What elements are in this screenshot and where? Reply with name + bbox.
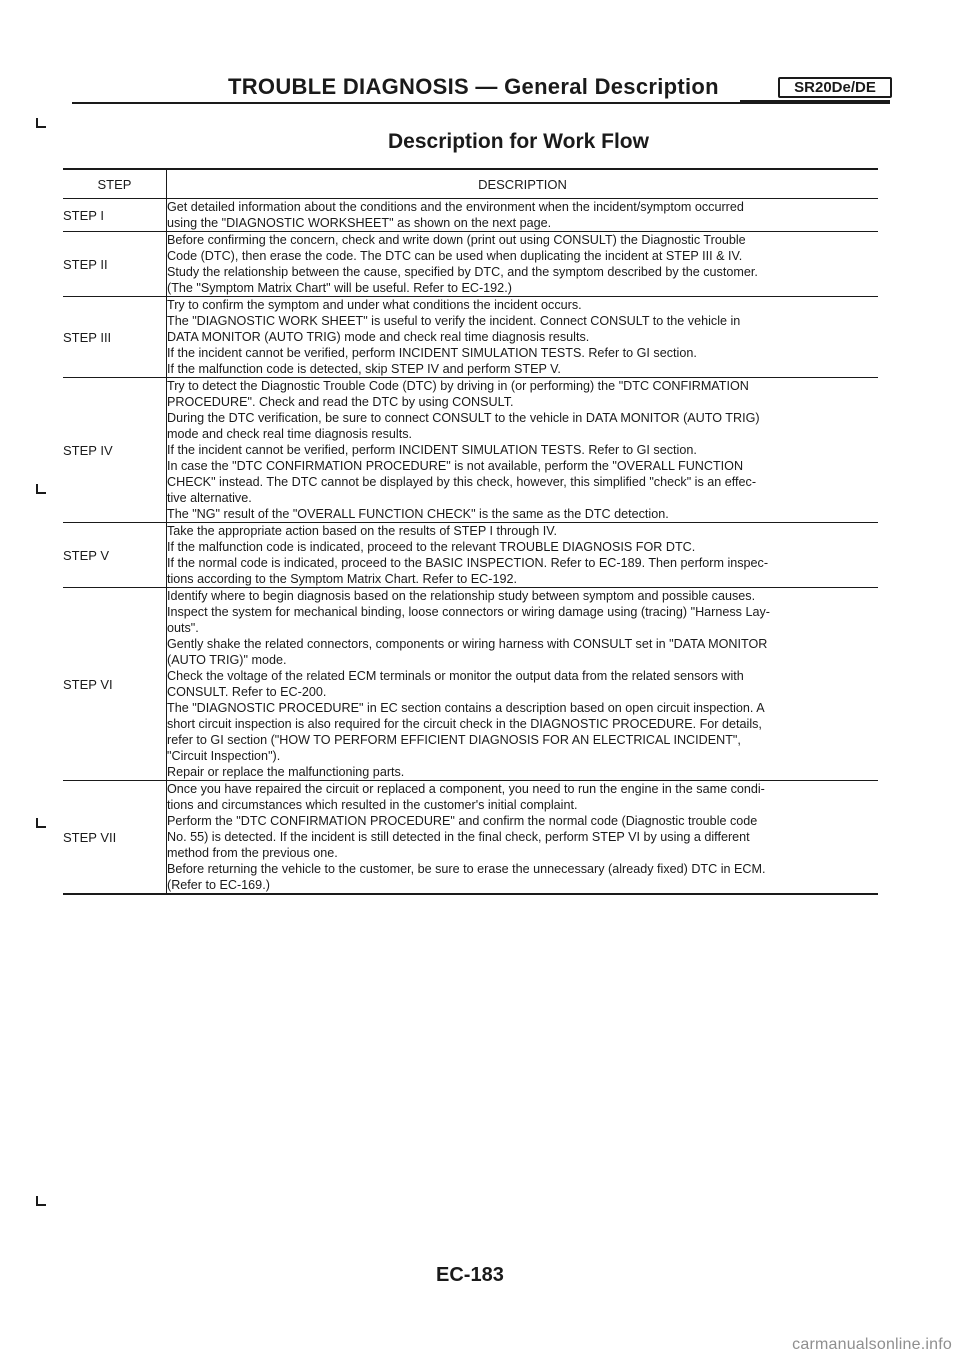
description-line: method from the previous one. bbox=[167, 846, 338, 860]
description-line: tive alternative. bbox=[167, 491, 252, 505]
step-description bbox=[167, 588, 879, 781]
step-label: STEP V bbox=[63, 523, 167, 588]
table-row bbox=[63, 588, 878, 781]
work-flow-table bbox=[63, 168, 878, 895]
description-line: The "DIAGNOSTIC WORK SHEET" is useful to verify the incident. Connect CONSULT to the vehicle in bbox=[167, 314, 741, 328]
table-body bbox=[63, 199, 878, 895]
step-column-header: STEP bbox=[63, 169, 167, 199]
description-line: (Refer to EC-169.) bbox=[167, 878, 270, 892]
description-line: Repair or replace the malfunctioning parts. bbox=[167, 765, 405, 779]
description-line: Study the relationship between the cause, specified by DTC, and the symptom described by the customer. bbox=[167, 265, 758, 279]
binding-corner-mark bbox=[36, 118, 46, 128]
description-line: CHECK" instead. The DTC cannot be displayed by this check, however, this simplified "check" is an effec- bbox=[167, 475, 757, 489]
description-line: If the incident cannot be verified, perform INCIDENT SIMULATION TESTS. Refer to GI section. bbox=[167, 346, 697, 360]
description-line: Get detailed information about the conditions and the environment when the incident/symptom occurred bbox=[167, 200, 744, 214]
description-line: Perform the "DTC CONFIRMATION PROCEDURE" and confirm the normal code (Diagnostic trouble code bbox=[167, 814, 758, 828]
step-label: STEP I bbox=[63, 199, 167, 232]
step-label: STEP III bbox=[63, 297, 167, 378]
description-line: Check the voltage of the related ECM terminals or monitor the output data from the related sensors with bbox=[167, 669, 744, 683]
description-line: The "DIAGNOSTIC PROCEDURE" in EC section contains a description based on open circuit inspection. A bbox=[167, 701, 765, 715]
description-line: "Circuit Inspection"). bbox=[167, 749, 281, 763]
header-rule-accent bbox=[740, 100, 890, 104]
description-line: If the normal code is indicated, proceed to the BASIC INSPECTION. Refer to EC-189. Then perform inspec- bbox=[167, 556, 769, 570]
description-line: Identify where to begin diagnosis based on the relationship study between symptom and possible causes. bbox=[167, 589, 756, 603]
step-label: STEP II bbox=[63, 232, 167, 297]
table-row bbox=[63, 232, 878, 297]
description-line: tions and circumstances which resulted in the customer's initial complaint. bbox=[167, 798, 578, 812]
table-row bbox=[63, 297, 878, 378]
description-line: The "NG" result of the "OVERALL FUNCTION CHECK" is the same as the DTC detection. bbox=[167, 507, 669, 521]
step-label: STEP VII bbox=[63, 781, 167, 895]
description-line: outs". bbox=[167, 621, 199, 635]
step-description bbox=[167, 199, 879, 232]
table-row bbox=[63, 378, 878, 523]
description-line: Before returning the vehicle to the customer, be sure to erase the unnecessary (already fixed) DTC in ECM. bbox=[167, 862, 766, 876]
description-line: DATA MONITOR (AUTO TRIG) mode and check real time diagnosis results. bbox=[167, 330, 590, 344]
step-description bbox=[167, 378, 879, 523]
description-line: refer to GI section ("HOW TO PERFORM EFFICIENT DIAGNOSIS FOR AN ELECTRICAL INCIDENT", bbox=[167, 733, 741, 747]
binding-corner-mark bbox=[36, 1196, 46, 1206]
section-title: Description for Work Flow bbox=[388, 130, 649, 153]
engine-model-badge: SR20De/DE bbox=[778, 77, 892, 98]
description-line: During the DTC verification, be sure to connect CONSULT to the vehicle in DATA MONITOR (AUTO TRIG) bbox=[167, 411, 760, 425]
description-line: using the "DIAGNOSTIC WORKSHEET" as shown on the next page. bbox=[167, 216, 552, 230]
description-line: Once you have repaired the circuit or replaced a component, you need to run the engine in the same condi- bbox=[167, 782, 765, 796]
description-column-header: DESCRIPTION bbox=[167, 169, 879, 199]
table-row bbox=[63, 523, 878, 588]
page-header-title: TROUBLE DIAGNOSIS — General Description bbox=[228, 74, 719, 99]
step-description bbox=[167, 297, 879, 378]
description-line: Take the appropriate action based on the results of STEP I through IV. bbox=[167, 524, 557, 538]
binding-corner-mark bbox=[36, 484, 46, 494]
description-line: Code (DTC), then erase the code. The DTC can be used when duplicating the incident at STEP III & IV. bbox=[167, 249, 743, 263]
description-line: Gently shake the related connectors, components or wiring harness with CONSULT set in "DATA MONITOR bbox=[167, 637, 768, 651]
description-line: In case the "DTC CONFIRMATION PROCEDURE" is not available, perform the "OVERALL FUNCTION bbox=[167, 459, 744, 473]
table-header-row bbox=[63, 169, 878, 199]
description-line: tions according to the Symptom Matrix Chart. Refer to EC-192. bbox=[167, 572, 517, 586]
description-line: Inspect the system for mechanical binding, loose connectors or wiring damage using (tracing) "Harness Lay- bbox=[167, 605, 770, 619]
step-label: STEP VI bbox=[63, 588, 167, 781]
page-number: EC-183 bbox=[436, 1264, 504, 1286]
description-line: Try to confirm the symptom and under what conditions the incident occurs. bbox=[167, 298, 582, 312]
step-description bbox=[167, 523, 879, 588]
description-line: Try to detect the Diagnostic Trouble Code (DTC) by driving in (or performing) the "DTC CONFIRMATION bbox=[167, 379, 749, 393]
binding-corner-mark bbox=[36, 818, 46, 828]
description-line: If the incident cannot be verified, perform INCIDENT SIMULATION TESTS. Refer to GI section. bbox=[167, 443, 697, 457]
step-label: STEP IV bbox=[63, 378, 167, 523]
description-line: If the malfunction code is detected, skip STEP IV and perform STEP V. bbox=[167, 362, 561, 376]
description-line: PROCEDURE". Check and read the DTC by using CONSULT. bbox=[167, 395, 514, 409]
description-line: (AUTO TRIG)" mode. bbox=[167, 653, 287, 667]
description-line: If the malfunction code is indicated, proceed to the relevant TROUBLE DIAGNOSIS FOR DTC. bbox=[167, 540, 696, 554]
description-line: CONSULT. Refer to EC-200. bbox=[167, 685, 327, 699]
description-line: (The "Symptom Matrix Chart" will be useful. Refer to EC-192.) bbox=[167, 281, 512, 295]
step-description bbox=[167, 781, 879, 895]
table-row bbox=[63, 199, 878, 232]
step-description bbox=[167, 232, 879, 297]
description-line: short circuit inspection is also required for the circuit check in the DIAGNOSTIC PROCEDURE. For details, bbox=[167, 717, 762, 731]
description-line: mode and check real time diagnosis results. bbox=[167, 427, 413, 441]
table-row bbox=[63, 781, 878, 895]
description-line: Before confirming the concern, check and write down (print out using CONSULT) the Diagnostic Trouble bbox=[167, 233, 746, 247]
watermark: carmanualsonline.info bbox=[792, 1336, 952, 1353]
description-line: No. 55) is detected. If the incident is still detected in the final check, perform STEP VI by using a different bbox=[167, 830, 750, 844]
